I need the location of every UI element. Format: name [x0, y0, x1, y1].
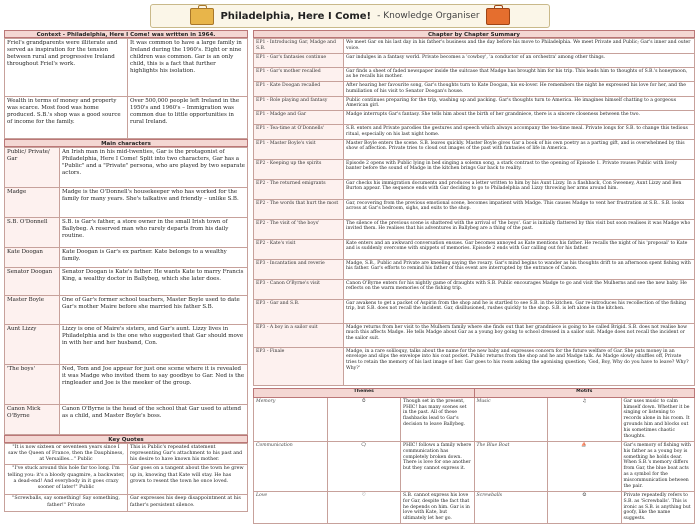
title-banner	[150, 4, 550, 28]
table-row	[5, 39, 248, 97]
motif-name: The Blue Boat	[474, 441, 548, 491]
episode-summary: After hearing her favourite song, Gar's thoughts turn to Kate Doogan, his ex-lover. He remembers the night he expressed his love for her, and the humiliation of his visit to Senator Doogan's house.	[344, 82, 695, 96]
motif-description: Private repeatedly refers to S.B. as 'Screwballs'. This is ironic as S.B. is anything but goofy, like the name suggests.	[621, 491, 695, 523]
character-description: One of Gar's former school teachers, Master Boyle used to date Gar's mother Maire before she married his father S.B.	[60, 296, 248, 325]
theme-description: Though set in the present, PHIC! has many scenes set in the past. All of these flashbacks lead to Gar's decision to leave Ballybeg.	[401, 397, 475, 441]
episode-summary: Gar awakens to get a packet of Aspirin from the shop and he is startled to see S.B. in the kitchen. Gar re-introduces his recollection of the fishing trip, but S.B. does not recall the incident. Gar, disillusioned, rushes quickly to the shop. S.B. is left alone in the kitchen.	[344, 299, 695, 323]
table-row	[254, 199, 695, 219]
table-row	[5, 495, 248, 512]
episode-summary: Canon O'Byrne enters for his nightly game of draughts with S.B. Public encourages Madge to go and visit the Mulherns and see the new baby. He reflects on the warm memories of the fishing trip.	[344, 279, 695, 299]
episode-label: EP2 - The words that hurt the most	[254, 199, 344, 219]
episode-label: EP1 - Madge and Gar	[254, 111, 344, 125]
table-row	[254, 39, 695, 54]
table-row	[5, 444, 248, 465]
episode-summary: Kate enters and an awkward conversation ensues. Gar becomes annoyed as Kate mentions his father. He recalls the night of his 'proposal' to Kate and is suddenly overcome with snippets of memories. Episode 2 ends with Gar calling out for his father.	[344, 239, 695, 259]
table-row	[5, 97, 248, 139]
episode-label: EP3 - Incantation and reverie	[254, 259, 344, 279]
table-row	[254, 159, 695, 179]
quote-text: "Screwballs, say something! Say something, father!" Private	[5, 495, 128, 512]
context-cell: It was common to have a large family in Ireland during the 1960's. Eight or nine children was common. Gar is an only child, this is a fact that further highlights his isolation.	[128, 39, 248, 97]
episode-summary: Gar finds a sheet of faded newspaper inside the suitcase that Madge has brought him for his trip. This leads him to thoughts of S.B.'s honeymoon, as he recalls his mother.	[344, 67, 695, 81]
episode-summary: Master Boyle enters the scene. S.B. leaves quickly. Master Boyle gives Gar a book of his own poetry as a parting gift, and is overwhelmed by this show of affection. Private tries to cloud out images of the past with fantasies of life in America.	[344, 139, 695, 159]
episode-summary: Episode 2 opens with Public lying in bed singing a solemn song, a stark contrast to the opening of Episode 1. Private rouses Public with lively banter before the sound of Madge in the kitchen brings Gar back to reality.	[344, 159, 695, 179]
table-row	[5, 465, 248, 495]
motifs-header: Motifs	[474, 388, 695, 397]
context-cell: Over 500,000 people left Ireland in the 1950's and 1960's – Immigration was common due to little opportunities in rural Ireland.	[128, 97, 248, 139]
characters-table	[4, 147, 248, 435]
episode-label: EP1 - Master Boyle's visit	[254, 139, 344, 159]
page-subtitle: - Knowledge Organiser	[377, 11, 480, 21]
clock-icon: ⏱	[327, 397, 401, 441]
episode-label: EP2 - Kate's visit	[254, 239, 344, 259]
motif-name: Screwballs	[474, 491, 548, 523]
character-name: Master Boyle	[5, 296, 60, 325]
table-row	[254, 259, 695, 279]
theme-name: Communication	[254, 441, 328, 491]
episode-label: EP1 - Tea-time at O'Donnells'	[254, 125, 344, 139]
quote-analysis: This is Public's repeated statement representing Gar's attachment to his past and his desire to have known his mother.	[128, 444, 248, 465]
theme-description: PHIC! follows a family where communication has completely broken down. There is love for one another but they cannot express it.	[401, 441, 475, 491]
character-description: Senator Doogan is Kate's father. He wants Kate to marry Francis King, a wealthy doctor in Ballybeg, which she later does.	[60, 268, 248, 296]
character-description: An Irish man in his mid-twenties, Gar is the protagonist of Philadelphia, Here I Come! Split into two characters, Gar has a "Public" and a "Private" persona, who are played by two separate actors.	[60, 148, 248, 188]
episode-summary: Madge returns from her visit to the Mulhern family where she finds out that her grandniece is going to be called Brigid. S.B. does not realise how much this affects Madge. He tells Madge about Gar as a young boy going to school dressed in a sailor suit. Madge does not recall the incident or the sailor suit.	[344, 323, 695, 347]
episode-summary: S.B. enters and Private parodies the gestures and speech which always accompany the tea-time meal. Private longs for S.B. to change this tedious ritual, especially on his last night home.	[344, 125, 695, 139]
character-description: Ned, Tom and Joe appear for just one scene where it is revealed it was Madge who invited them to say goodbye to Gar. Ned is the ringleader and Joe is the meeker of the group.	[60, 365, 248, 405]
page-title: Philadelphia, Here I Come!	[220, 10, 372, 22]
table-row	[254, 388, 695, 397]
quote-text: "I've stuck around this hole far too long. I'm telling you: it's a bloody quagmire, a backwater, a dead-end! And everybody in it goes crazy sooner of later!" Public	[5, 465, 128, 495]
episode-label: EP1 - Gar's fantasies continue	[254, 53, 344, 67]
suitcase-icon	[486, 8, 510, 25]
character-name: Public/ Private/ Gar	[5, 148, 60, 188]
quote-text: "It is now sixteen or seventeen years since I saw the Queen of France, then the Dauphiness, at Versailles..." Public	[5, 444, 128, 465]
episode-summary: Gar indulges in a fantasy world. Private becomes a 'cowboy', 'a conductor of an orchestra' among other things.	[344, 53, 695, 67]
table-row	[254, 82, 695, 96]
episode-label: EP1 - Role playing and fantasy	[254, 96, 344, 110]
table-row	[254, 397, 695, 441]
music-note-icon: ♫	[548, 397, 622, 441]
episode-label: EP3 - Gar and S.B.	[254, 299, 344, 323]
episode-label: EP2 - Keeping up the spirits	[254, 159, 344, 179]
heart-icon: ♡	[327, 491, 401, 523]
episode-label: EP1 - Introducing Gar, Madge and S.B.	[254, 39, 344, 54]
table-row	[254, 323, 695, 347]
table-row	[5, 268, 248, 296]
quote-analysis: Gar expresses his deep disappointment at his father's persistent silence.	[128, 495, 248, 512]
episode-label: EP3 - Canon O'Byrne's visit	[254, 279, 344, 299]
episode-label: EP1 - Gar's mother recalled	[254, 67, 344, 81]
quotes-table	[4, 443, 248, 512]
episode-summary: The silence of the previous scene is shattered with the arrival of 'the boys'. Gar is initially flattered by this visit but soon realises it was Madge who invited them. He realises that his adventures in Ballybeg are a thing of the past.	[344, 219, 695, 239]
table-row	[5, 365, 248, 405]
table-row	[254, 441, 695, 491]
episode-summary: Public continues preparing for the trip, washing up and packing. Gar's thoughts turn to America. He imagines himself chatting to a gorgeous American girl.	[344, 96, 695, 110]
table-row	[5, 405, 248, 435]
context-table	[4, 38, 248, 139]
table-row	[254, 67, 695, 81]
themes-motifs-table	[253, 388, 695, 524]
table-row	[254, 279, 695, 299]
quote-analysis: Gar goes on a tangent about the town he grew up in, knowing that Kate will stay. He has grown to resent the town he once loved.	[128, 465, 248, 495]
context-cell: Friel's grandparents were illiterate and served as inspiration for the tension between rural and progressive Ireland throughout Friel's work.	[5, 39, 128, 97]
episode-summary: Madge, in a rare soliloquy, talks about the name for the new baby and expresses concern for the future welfare of Gar. She puts money in an envelope and slips the envelope into his coat pocket. Public returns from the shop and he and Madge talk. As Madge slowly shuffles off, Private tries to retain the memory of his last image of her. Gar goes to his room asking the agonising question; 'God, Boy, Why do you have to leave? Why? Why?'	[344, 347, 695, 385]
table-row	[254, 125, 695, 139]
table-row	[5, 188, 248, 218]
right-column	[253, 30, 695, 524]
table-row	[5, 296, 248, 325]
context-header: Context - Philadelphia, Here I Come! was written in 1964.	[4, 30, 248, 38]
episode-label: EP3 - A boy in a sailor suit	[254, 323, 344, 347]
episode-label: EP3 - Finale	[254, 347, 344, 385]
character-name: Senator Doogan	[5, 268, 60, 296]
table-row	[254, 96, 695, 110]
quotes-header: Key Quotes	[4, 435, 248, 443]
character-description: Madge is the O'Donnell's housekeeper who has worked for the family for many years. She's talkative and friendly – unlike S.B.	[60, 188, 248, 218]
motif-description: Gar uses music to calm himself down. Whether it be singing or listening to records alone in his room. It grounds him and blocks out his sometimes chaotic thoughts.	[621, 397, 695, 441]
theme-name: Love	[254, 491, 328, 523]
table-row	[254, 139, 695, 159]
speech-bubble-icon: 🗨	[327, 441, 401, 491]
table-row	[5, 148, 248, 188]
characters-header: Main characters	[4, 139, 248, 147]
theme-name: Memory	[254, 397, 328, 441]
boat-icon: ⛵	[548, 441, 622, 491]
table-row	[5, 248, 248, 268]
episode-label: EP2 - The returned emigrants	[254, 179, 344, 199]
table-row	[254, 239, 695, 259]
table-row	[254, 53, 695, 67]
summary-table	[253, 38, 695, 386]
character-description: Lizzy is one of Maire's sisters, and Gar's aunt. Lizzy lives in Philadelphia and is the one who suggested that Gar should move in with her and her husband, Con.	[60, 325, 248, 365]
smiley-icon: ☺	[548, 491, 622, 523]
suitcase-icon	[190, 8, 214, 25]
episode-label: EP2 - The visit of 'the boys'	[254, 219, 344, 239]
character-name: Madge	[5, 188, 60, 218]
character-description: Canon O'Byrne is the head of the school that Gar used to attend as a child, and Master Boyle's boss.	[60, 405, 248, 435]
episode-label: EP1 - Kate Doogan recalled	[254, 82, 344, 96]
character-name: S.B. O'Donnell	[5, 218, 60, 248]
theme-description: S.B. cannot express his love for Gar, despite the fact that he depends on him. Gar is in love with Kate, but ultimately let her go.	[401, 491, 475, 523]
motif-description: Gar's memory of fishing with his father as a young boy is something he holds dear. When S.B.'s memory differs from Gar, the blue boat acts as a symbol for the miscommunication between the pair.	[621, 441, 695, 491]
context-cell: Wealth in terms of money and property was scarce. Most food was home produced. S.B.'s shop was a good source of income for the family.	[5, 97, 128, 139]
character-name: Kate Doogan	[5, 248, 60, 268]
table-row	[5, 218, 248, 248]
table-row	[254, 179, 695, 199]
table-row	[5, 325, 248, 365]
character-description: S.B. is Gar's father, a store owner in the small Irish town of Ballybeg. A reserved man who rarely departs from his daily routine.	[60, 218, 248, 248]
motif-name: Music	[474, 397, 548, 441]
summary-header: Chapter by Chapter Summary	[253, 30, 695, 38]
character-name: 'The boys'	[5, 365, 60, 405]
episode-summary: Madge interrupts Gar's fantasy. She tells him about the birth of her grandniece, there is a sincere closeness between the two.	[344, 111, 695, 125]
table-row	[254, 219, 695, 239]
table-row	[254, 299, 695, 323]
character-name: Aunt Lizzy	[5, 325, 60, 365]
left-column	[4, 30, 248, 512]
themes-header: Themes	[254, 388, 475, 397]
character-description: Kate Doogan is Gar's ex partner. Kate belongs to a wealthy family.	[60, 248, 248, 268]
table-row	[254, 491, 695, 523]
episode-summary: Gar, recovering from the previous emotional scene, becomes impatient with Madge. This causes Madge to vent her frustration at S.B.. S.B. looks across at Gar's bedroom, sighs, and exits to the shop.	[344, 199, 695, 219]
episode-summary: Gar checks his immigration documents and produces a letter written to him by his Aunt Lizzy. In a flashback, Con Sweeney, Aunt Lizzy and Ben Burton appear. The sequence ends with Gar deciding to go to Philadelphia and Lizzy throwing her arms around him.	[344, 179, 695, 199]
episode-summary: Madge, S.B., Public and Private are kneeling saying the rosary. Gar's mind begins to wander as his thoughts drift to an afternoon spent fishing with his father. Gar's efforts to remind his father of this event are interrupted by the entrance of Canon.	[344, 259, 695, 279]
episode-summary: We meet Gar on his last day in his father's business and the day before his move to Philadelphia. We meet Private and Public; Gar's inner and outer voice.	[344, 39, 695, 54]
table-row	[254, 347, 695, 385]
character-name: Canon Mick O'Byrne	[5, 405, 60, 435]
table-row	[254, 111, 695, 125]
